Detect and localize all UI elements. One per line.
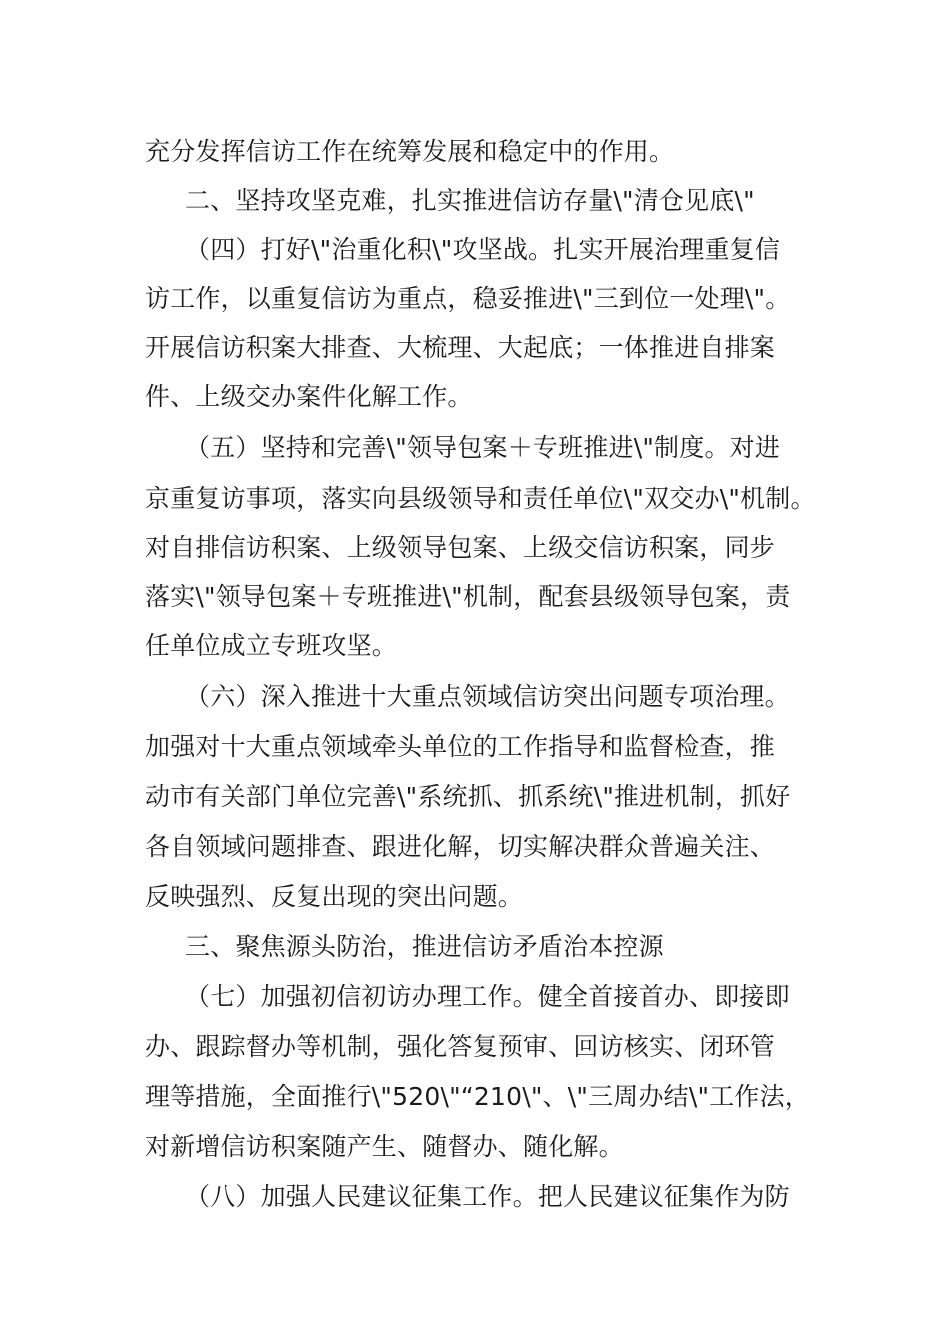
text-line: 理等措施，全面推行\"520\"“210\"、\"三周办结\"工作法， [145, 1082, 810, 1111]
text-line: 动市有关部门单位完善\"系统抓、抓系统\"推进机制，抓好 [145, 782, 791, 811]
text-line: （八）加强人民建议征集工作。把人民建议征集作为防 [185, 1182, 790, 1211]
text-line: 落实\"领导包案＋专班推进\"机制，配套县级领导包案，责 [145, 582, 791, 611]
text-line: （五）坚持和完善\"领导包案＋专班推进\"制度。对进 [185, 433, 781, 462]
section-heading: 二、坚持攻坚克难，扎实推进信访存量\"清仓见底\" [185, 186, 755, 215]
text-line: 对自排信访积案、上级领导包案、上级交信访积案，同步 [145, 533, 776, 562]
text-line: 件、上级交办案件化解工作。 [145, 382, 473, 411]
section-heading: 三、聚焦源头防治，推进信访矛盾治本控源 [185, 932, 664, 961]
text-line: 对新增信访积案随产生、随督办、随化解。 [145, 1132, 624, 1161]
text-line: 任单位成立专班攻坚。 [145, 631, 398, 660]
text-line: 充分发挥信访工作在统筹发展和稳定中的作用。 [145, 137, 675, 166]
text-line: （七）加强初信初访办理工作。健全首接首办、即接即 [185, 982, 790, 1011]
text-line: （四）打好\"治重化积\"攻坚战。扎实开展治理重复信 [185, 235, 781, 264]
text-line: 反映强烈、反复出现的突出问题。 [145, 882, 524, 911]
text-line: （六）深入推进十大重点领域信访突出问题专项治理。 [185, 682, 790, 711]
text-line: 各自领域问题排查、跟进化解，切实解决群众普遍关注、 [145, 832, 776, 861]
text-line: 京重复访事项，落实向县级领导和责任单位\"双交办\"机制。 [145, 484, 816, 513]
text-line: 开展信访积案大排查、大梳理、大起底；一体推进自排案 [145, 333, 776, 362]
text-line: 访工作，以重复信访为重点，稳妥推进\"三到位一处理\"。 [145, 284, 791, 313]
text-line: 办、跟踪督办等机制，强化答复预审、回访核实、闭环管 [145, 1032, 776, 1061]
text-line: 加强对十大重点领域牵头单位的工作指导和监督检查，推 [145, 732, 776, 761]
